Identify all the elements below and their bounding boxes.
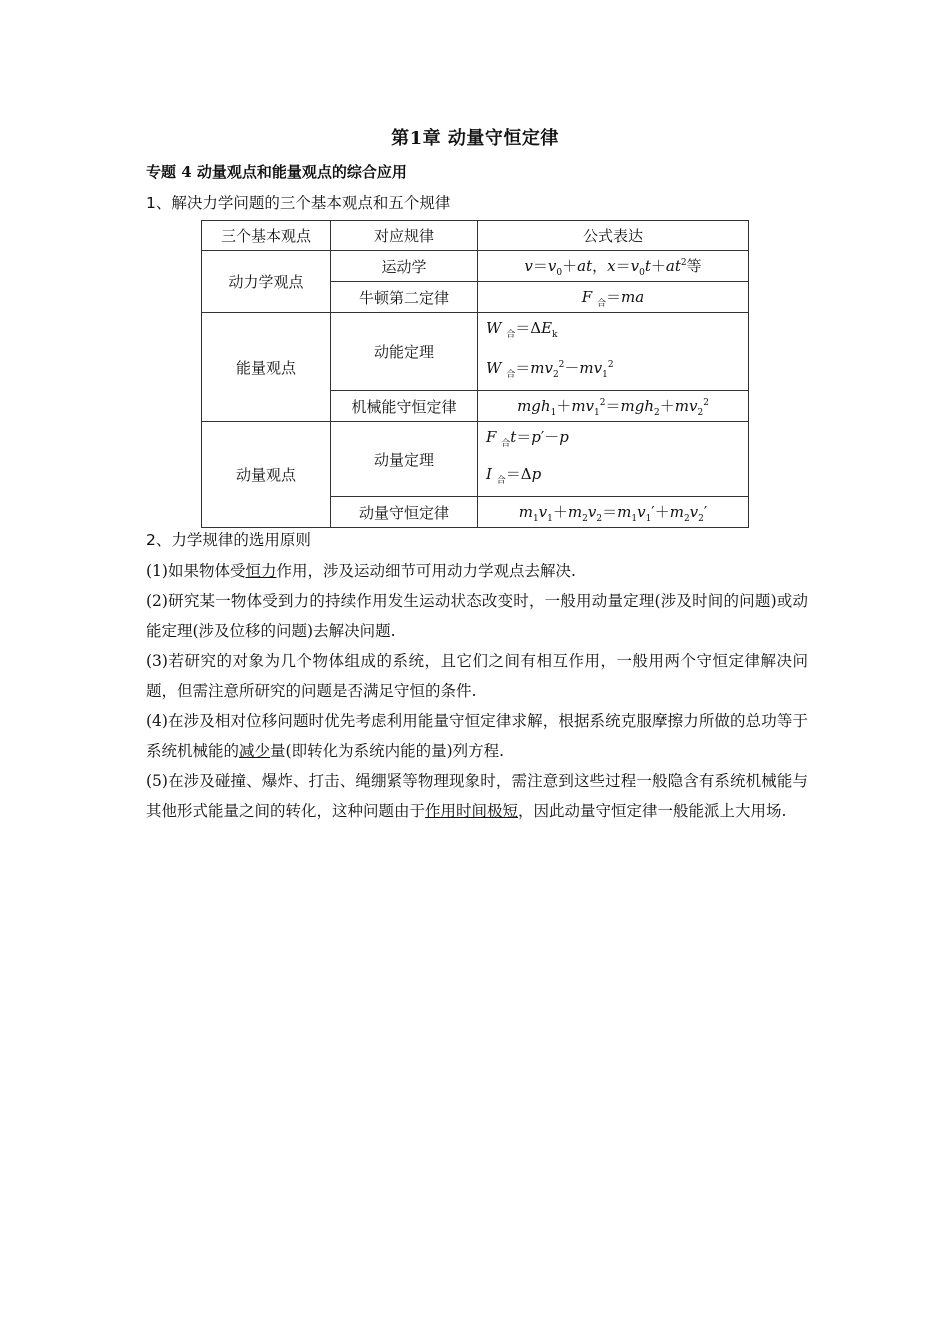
page-title: 第1章 动量守恒定律 bbox=[391, 128, 559, 149]
view-energy: 能量观点 bbox=[202, 313, 331, 422]
table-header-row bbox=[202, 221, 749, 251]
formula-mechanical-energy-conservation: $mgh_1+mv_1^2=mgh_2+mv_2^2$ bbox=[478, 391, 749, 422]
formula-kinematics bbox=[478, 251, 749, 282]
topic-subtitle: 专题 4 动量观点和能量观点的综合应用 bbox=[146, 163, 407, 181]
table-row bbox=[202, 422, 749, 497]
law-mechanical-energy-conservation: 机械能守恒定律 bbox=[331, 391, 478, 422]
laws-table bbox=[201, 220, 749, 528]
section-1-heading: 1、解决力学问题的三个基本观点和五个规律 bbox=[146, 194, 451, 212]
header-formula: 公式表达 bbox=[478, 221, 749, 251]
principle-2: (2)研究某一物体受到力的持续作用发生运动状态改变时，一般用动量定理(涉及时间的问题)或动能定理(涉及位移的问题)去解决问题. bbox=[146, 592, 808, 640]
table-row bbox=[202, 251, 749, 282]
section-2-heading: 2、力学规律的选用原则 bbox=[146, 531, 311, 549]
underlined-term: 恒力 bbox=[245, 562, 277, 580]
principles-list bbox=[146, 556, 808, 826]
table-row bbox=[202, 313, 749, 391]
underlined-term: 减少 bbox=[239, 742, 271, 760]
formula-kinematics-text: $v=v_0+at$，$x=v_0t+at^2$等 bbox=[524, 256, 702, 278]
view-momentum: 动量观点 bbox=[202, 422, 331, 528]
law-kinematics: 运动学 bbox=[331, 251, 478, 282]
law-momentum-conservation: 动量守恒定律 bbox=[331, 497, 478, 528]
formula-newton-second: F $_合$＝ma bbox=[478, 282, 749, 313]
header-views: 三个基本观点 bbox=[202, 221, 331, 251]
principle-5: (5)在涉及碰撞、爆炸、打击、绳绷紧等物理现象时，需注意到这些过程一般隐含有系统机械能与其他形式能量之间的转化，这种问题由于作用时间极短，因此动量守恒定律一般能派上大用场. bbox=[146, 772, 808, 820]
formula-kinetic-energy-theorem: W $_合=\Delta E_k$ W $_合=mv_2^2-mv_1^2$ bbox=[478, 313, 749, 391]
formula-momentum-theorem: F $_合$t＝p′－p I $_合$＝Δp bbox=[478, 422, 749, 497]
view-dynamics: 动力学观点 bbox=[202, 251, 331, 313]
underlined-term: 作用时间极短 bbox=[425, 802, 519, 820]
principle-1: (1)如果物体受恒力作用，涉及运动细节可用动力学观点去解决. bbox=[146, 562, 576, 580]
law-newton-second: 牛顿第二定律 bbox=[331, 282, 478, 313]
header-laws: 对应规律 bbox=[331, 221, 478, 251]
law-momentum-theorem: 动量定理 bbox=[331, 422, 478, 497]
principle-3: (3)若研究的对象为几个物体组成的系统，且它们之间有相互作用，一般用两个守恒定律解决问题，但需注意所研究的问题是否满足守恒的条件. bbox=[146, 652, 808, 700]
law-kinetic-energy-theorem: 动能定理 bbox=[331, 313, 478, 391]
principle-4: (4)在涉及相对位移问题时优先考虑利用能量守恒定律求解，根据系统克服摩擦力所做的总功等于系统机械能的减少量(即转化为系统内能的量)列方程. bbox=[146, 712, 808, 760]
formula-momentum-conservation: $m_1v_1+m_2v_2=m_1v_1'+m_2v_2'$ bbox=[478, 497, 749, 528]
